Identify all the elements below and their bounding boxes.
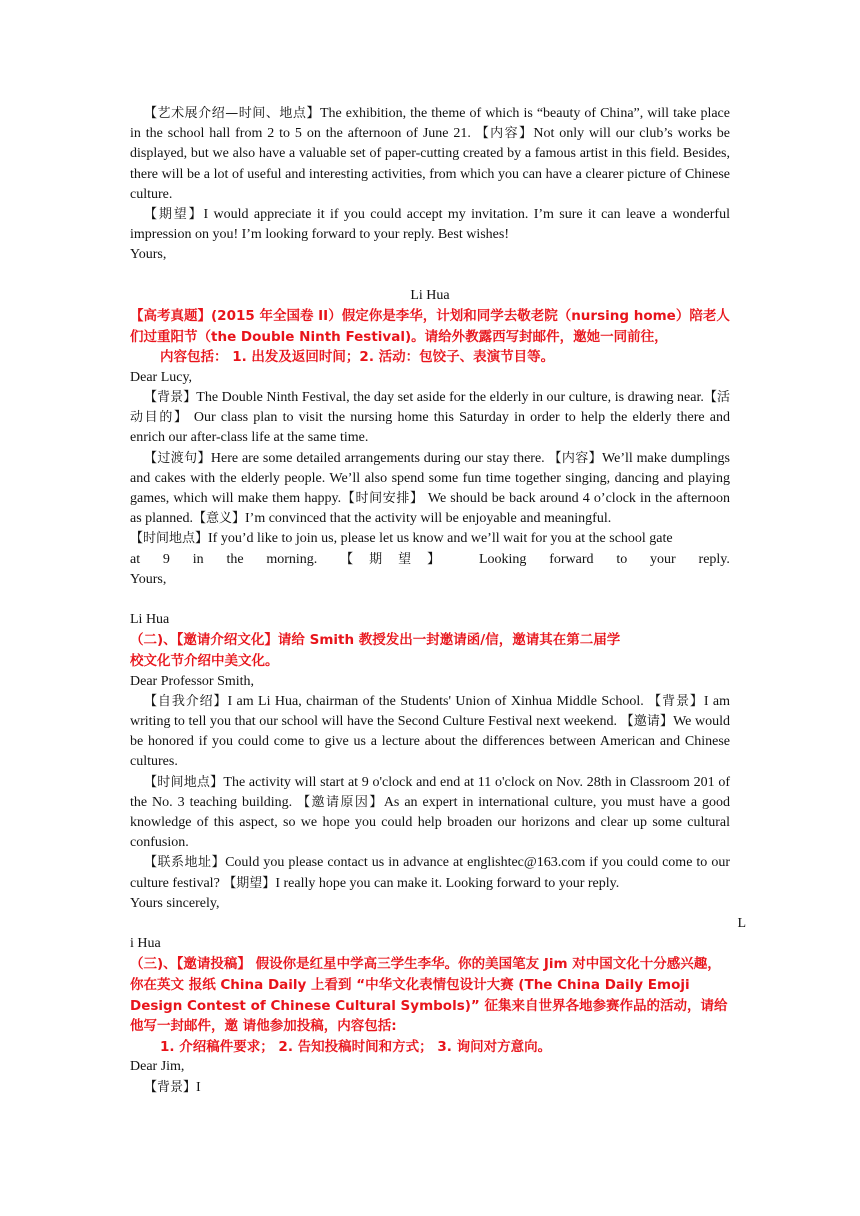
spread-word: forward — [549, 551, 594, 567]
background-paragraph — [130, 388, 730, 449]
section-tag: 【时间地点】 — [144, 774, 224, 790]
paragraph-text: The Double Ninth Festival, the day set aside for the elderly in our culture, is drawing near. — [196, 390, 704, 405]
paragraph-text: I am Li Hua, chairman of the Students' Union of Xinhua Middle School. — [227, 693, 649, 709]
gaokao-section — [130, 306, 730, 630]
paragraph-text: Not only will our club’s works be displayed, but we also have a valuable set of paper-cutting created by a famous artist in this field. Besides, there will be a lot of useful and interesting activities, from which you can have a clearer picture of Chinese culture. — [130, 126, 730, 202]
paragraph-text: We should be back around 4 o’clock in the afternoon as planned. — [130, 491, 730, 527]
section-tag: 【期望】 — [144, 207, 204, 223]
section-tag: 【期望】 — [340, 551, 457, 567]
spread-word: the — [226, 551, 244, 567]
task-heading: （三)、【邀请投稿】 假设你是红星中学高三学生李华。你的美国笔友 Jim 对中国文化十分感兴趣，你在英文 报纸 China Daily 上看到 “中华文化表情包设计大赛 (The China Daily Emoji Design Contest of Chinese Cultural Symbols)” 征集来自世界各地参赛作品的活动，请给他写一封邮件，邀 请他参加投稿，内容包括: — [130, 956, 728, 1035]
closing-line: Yours, — [130, 571, 167, 587]
paragraph-text: Our class plan to visit the nursing home this Saturday in order to help the elderly there and enrich our after-class life at the same time. — [130, 410, 730, 446]
background-paragraph — [130, 1078, 730, 1098]
spread-word: reply. — [698, 551, 730, 567]
salutation: Dear Jim, — [130, 1059, 185, 1075]
paragraph-text: The activity will start at 9 o'clock and end at 11 o'clock on Nov. 28th in Classroom 201 of the No. 3 teaching building. — [130, 774, 730, 810]
paragraph-text: We’ll make dumplings and cakes with the elderly people. We’ll also spend some fun time together singing, dancing and playing games, which will make them happy. — [130, 450, 730, 507]
time-place-paragraph — [130, 529, 730, 549]
paragraph-text: I am writing to tell you that our school will have the Second Culture Festival next weekend. — [130, 693, 730, 730]
expectation-paragraph — [130, 205, 730, 245]
paragraph-text: Could you please contact us in advance at englishtec@163.com if you could come to our culture festival? — [130, 855, 730, 891]
task-heading: 【高考真题】(2015 年全国卷 II）假定你是李华，计划和同学去敬老院（nursing home）陪老人们过重阳节（the Double Ninth Festival)。请给外教露西写封邮件，邀她一同前往， — [130, 308, 730, 345]
paragraph-text: As an expert in international culture, you must have a good knowledge of this aspect, so we hope you could help broaden our horizons and clear up some cultural confusion. — [130, 794, 730, 851]
exhibition-section — [130, 104, 730, 306]
paragraph-text: If you’d like to join us, please let us know and we’ll wait for you at the school gate — [208, 531, 673, 547]
contact-paragraph — [130, 853, 730, 893]
spacer — [130, 590, 730, 610]
section-tag: 【自我介绍】 — [144, 693, 228, 709]
salutation: Dear Professor Smith, — [130, 673, 255, 689]
section-tag: 【时间安排】 — [341, 491, 424, 507]
spread-word: at — [130, 551, 141, 567]
spread-word: Looking — [478, 551, 527, 567]
paragraph-text: I’m convinced that the activity will be enjoyable and meaningful. — [245, 511, 612, 527]
section-tag: 【邀请原因】 — [297, 794, 384, 810]
task-heading: （二)、【邀请介绍文化】请给 Smith 教授发出一封邀请函/信，邀请其在第二届学 — [130, 632, 621, 649]
closing-line: Yours, — [130, 247, 167, 263]
section-tag: 【时间地点】 — [130, 531, 209, 547]
section-tag: 【背景】 — [144, 390, 197, 405]
paragraph-text: We would be honored if you could come to give us a lecture about the differences between American and Chinese cultures. — [130, 714, 731, 770]
signature: Li Hua — [130, 612, 170, 628]
section-tag: 【艺术展介绍—时间、地点】 — [144, 106, 320, 121]
salutation: Dear Lucy, — [130, 369, 193, 385]
paragraph-text: The exhibition, the theme of which is “beauty of China”, will take place in the school hall from 2 to 5 on the afternoon of June 21. — [130, 106, 730, 142]
closing-line: Yours sincerely, — [130, 895, 220, 911]
paragraph-text: I really hope you can make it. Looking forward to your reply. — [275, 875, 620, 891]
signature: Li Hua — [410, 287, 450, 303]
section-tag: 【意义】 — [192, 511, 245, 527]
spread-word: morning. — [266, 551, 318, 567]
section-tag: 【背景】 — [648, 693, 704, 709]
section-tag: 【背景】 — [144, 1079, 197, 1095]
section-tag: 【联系地址】 — [144, 855, 226, 871]
document-page — [130, 104, 746, 1098]
section-tag: 【内容】 — [548, 450, 603, 466]
exhibition-paragraph — [130, 104, 730, 205]
section-tag: 【活动目的】 — [130, 390, 730, 426]
spread-word: in — [192, 551, 204, 567]
section-tag: 【期望】 — [223, 875, 276, 891]
culture-invitation-section — [130, 630, 746, 954]
section-tag: 【内容】 — [475, 126, 534, 142]
intro-paragraph — [130, 692, 730, 773]
paragraph-text: Here are some detailed arrangements during our stay there. — [210, 450, 549, 466]
spread-word: your — [650, 551, 676, 567]
spacer — [130, 266, 730, 286]
time-place-paragraph — [130, 773, 730, 854]
section-tag: 【邀请】 — [620, 714, 674, 730]
contribution-invitation-section — [130, 954, 730, 1097]
task-heading-requirements: 内容包括： 1. 出发及返回时间；2. 活动：包饺子、表演节目等。 — [160, 349, 555, 366]
task-heading-requirements: 1. 介绍稿件要求； 2. 告知投稿时间和方式； 3. 询问对方意向。 — [160, 1038, 552, 1055]
spread-word: to — [616, 551, 628, 567]
paragraph-text: I — [196, 1079, 201, 1095]
spread-word: 9 — [162, 551, 170, 567]
section-tag: 【过渡句】 — [144, 450, 211, 466]
spread-line — [130, 550, 730, 570]
signature-rest: i Hua — [130, 936, 161, 952]
content-paragraph — [130, 449, 730, 530]
paragraph-text: I would appreciate it if you could accept my invitation. I’m sure it can leave a wonderful impression on you! I’m looking forward to your reply. Best wishes! — [130, 207, 730, 243]
task-heading-continued: 校文化节介绍中美文化。 — [130, 653, 279, 670]
signature-first-letter: L — [737, 916, 746, 932]
